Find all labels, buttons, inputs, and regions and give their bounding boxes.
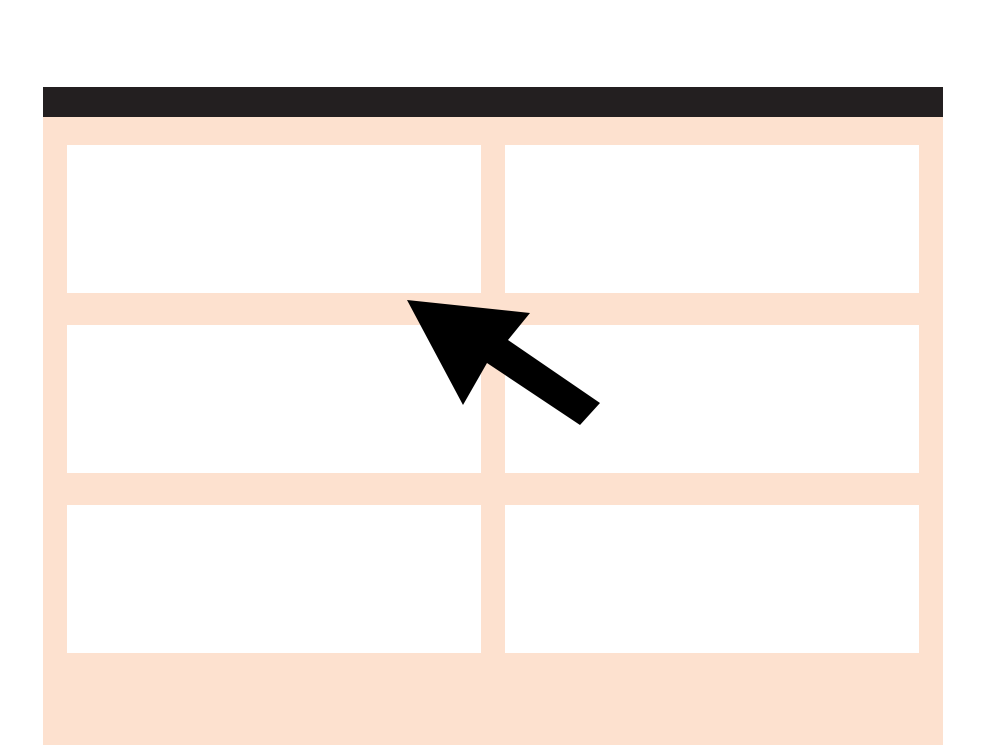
avvertenze-section <box>49 664 939 665</box>
choices-panel <box>43 117 943 745</box>
choice-box-associazioni-sportive <box>505 505 919 653</box>
choice-box-volontariato <box>67 145 481 293</box>
arrow-icon <box>405 295 605 425</box>
choice-box-ricerca-scientifica <box>505 145 919 293</box>
section-header <box>43 87 943 117</box>
choice-box-comune-residenza <box>67 505 481 653</box>
